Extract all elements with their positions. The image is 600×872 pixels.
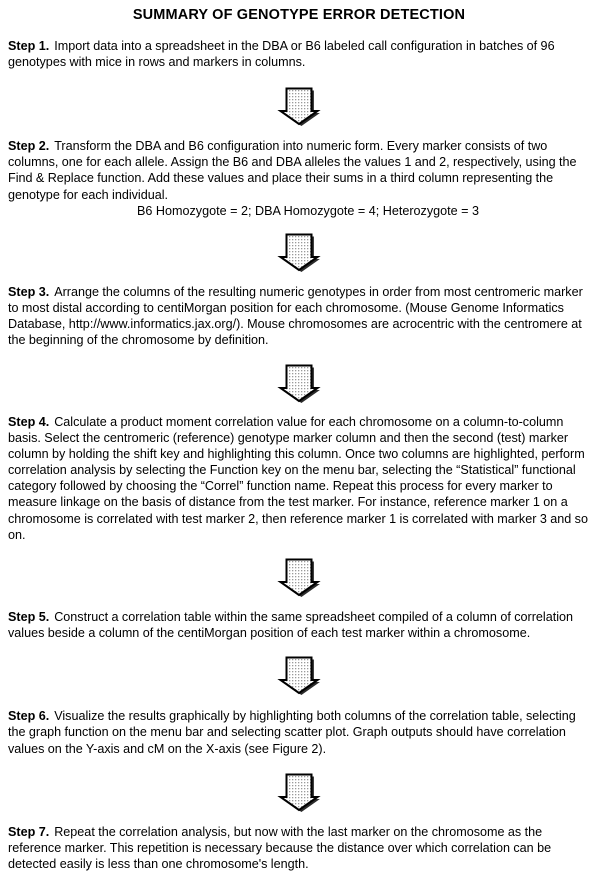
step-paragraph	[8, 284, 590, 349]
step-label: Step 4.	[8, 414, 50, 429]
flow-connector-5	[8, 653, 590, 695]
step-block-4	[8, 414, 590, 543]
step-paragraph	[8, 414, 590, 543]
down-arrow-icon	[277, 361, 321, 403]
step-label: Step 2.	[8, 139, 50, 154]
document-page	[0, 7, 600, 872]
step-text: Transform the DBA and B6 configuration into numeric form. Every marker consists of two columns, one for each allele. Assign the B6 and DBA alleles the values 1 and 2, respectively, using the Find & Replace function. Add these values and place their sums in a third column representing the genotype for each individual.	[8, 139, 577, 202]
step-paragraph	[8, 138, 590, 203]
step-block-3	[8, 284, 590, 349]
step-text: Calculate a product moment correlation value for each chromosome on a column-to-column basis. Select the centromeric (reference) genotype marker column and then the second (test) marker column by holding the shift key and highlighting this column. Once two columns are highlighted, perform correlation analysis by selecting the Function key on the menu bar, selecting the “Statistical” functional category followed by choosing the “Correl” function name. Repeat this process for every marker to measure linkage on the basis of distance from the test marker. For instance, reference marker 1 on a chromosome is correlated with test marker 2, then reference marker 1 is correlated with marker 3 and so on.	[8, 414, 588, 542]
step-paragraph	[8, 708, 590, 757]
step-block-7	[8, 824, 590, 872]
down-arrow-icon	[277, 230, 321, 272]
step-text: Repeat the correlation analysis, but now with the last marker on the chromosome as the reference marker. This repetition is necessary because the distance over which correlation can be detected easily is less than one chromosome's length.	[8, 824, 552, 872]
step-paragraph	[8, 38, 590, 70]
step-label: Step 7.	[8, 824, 50, 839]
flow-connector-1	[8, 84, 590, 126]
step-text: Import data into a spreadsheet in the DBA or B6 labeled call configuration in batches of 96 genotypes with mice in rows and markers in columns.	[8, 38, 555, 69]
step-block-2	[8, 138, 590, 219]
down-arrow-icon	[277, 84, 321, 126]
flow-connector-4	[8, 555, 590, 597]
down-arrow-icon	[277, 555, 321, 597]
step-paragraph	[8, 609, 590, 641]
step-paragraph	[8, 824, 590, 872]
flow-connector-6	[8, 770, 590, 812]
step-text: Construct a correlation table within the same spreadsheet compiled of a column of correlation values beside a column of the centiMorgan position of each test marker within a chromosome.	[8, 609, 574, 641]
step-label: Step 1.	[8, 38, 50, 53]
step-text: Arrange the columns of the resulting numeric genotypes in order from most centromeric marker to most distal according to centiMorgan position for each chromosome. (Mouse Genome Informatics Database, http://www.informatics.jax.org/). Mouse chromosomes are acrocentric with the centromere at the beginning of the chromosome by definition.	[8, 284, 583, 348]
page-title: SUMMARY OF GENOTYPE ERROR DETECTION	[132, 7, 466, 23]
step-block-6	[8, 708, 590, 757]
step-label: Step 6.	[8, 709, 50, 724]
step-block-5	[8, 609, 590, 641]
step-label: Step 3.	[8, 284, 50, 299]
step-block-1	[8, 38, 590, 70]
step-text: Visualize the results graphically by highlighting both columns of the correlation table, selecting the graph function on the menu bar and selecting scatter plot. Graph outputs should have correlation values on the Y-axis and cM on the X-axis (see Figure 2).	[8, 709, 576, 756]
down-arrow-icon	[277, 653, 321, 695]
flow-connector-3	[8, 361, 590, 403]
genotype-value-note: B6 Homozygote = 2; DBA Homozygote = 4; Heterozygote = 3	[137, 203, 479, 218]
step-label: Step 5.	[8, 609, 50, 624]
down-arrow-icon	[277, 770, 321, 812]
flow-connector-2	[8, 230, 590, 272]
